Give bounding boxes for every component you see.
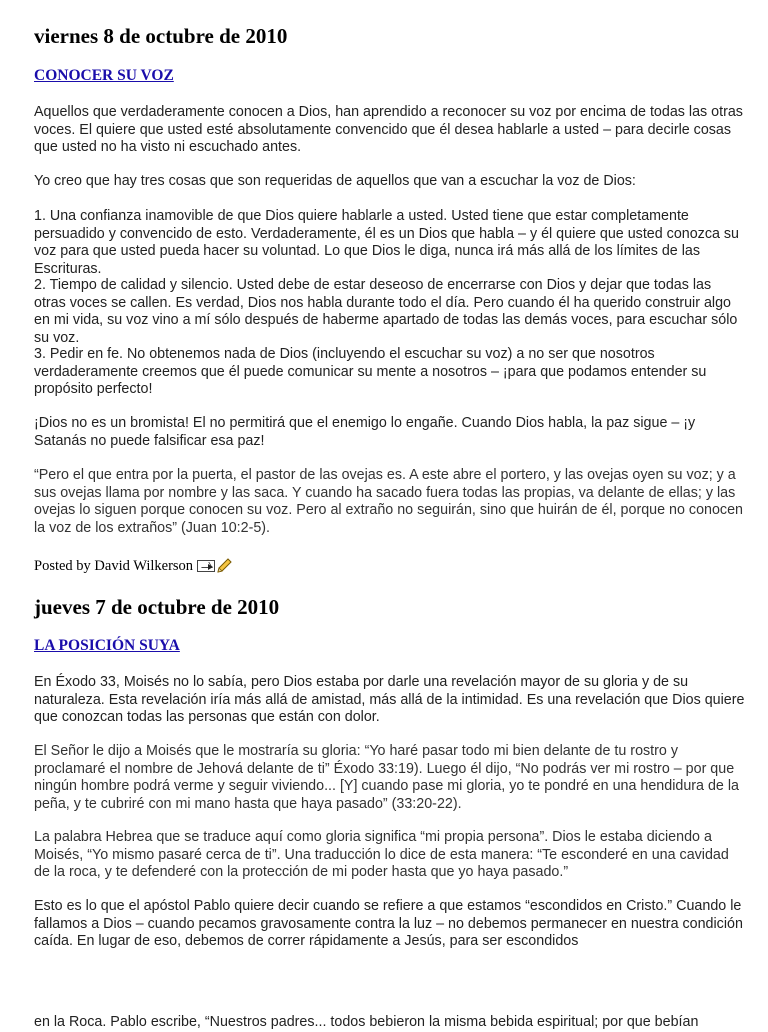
posted-by-text: Posted by David Wilkerson: [34, 558, 194, 574]
post-date: jueves 7 de octubre de 2010: [34, 595, 280, 619]
post-date: viernes 8 de octubre de 2010: [34, 24, 288, 48]
list-item: 1. Una confianza inamovible de que Dios quiere hablarle a usted. Usted tiene que estar completamente persuadido y convencido de esto. Verdaderamente, él es un Dios que habla – y él quiere que usted conozca su voz para que usted pueda hacer su voluntad. Lo que Dios le diga, nunca irá más allá de los límites de las Escrituras.: [34, 208, 739, 277]
post-title-link[interactable]: LA POSICIÓN SUYA: [34, 637, 180, 654]
post-paragraph: ¡Dios no es un bromista! El no permitirá que el enemigo lo engañe. Cuando Dios habla, la paz sigue – ¡y Satanás no puede falsificar esa paz!: [34, 415, 696, 449]
post-paragraph: El Señor le dijo a Moisés que le mostraría su gloria: “Yo haré pasar todo mi bien delante de tu rostro y proclamaré el nombre de Jehová delante de ti” Éxodo 33:19). Luego él dijo, “No podrás ver mi rostro – por que ningún hombre podrá verme y seguir viviendo... [Y] cuando pase mi gloria, yo te pondré en una hendidura de la peña, y te cubriré con mi mano hasta que haya pasado” (33:20-22).: [34, 743, 739, 812]
pencil-edit-icon[interactable]: [216, 558, 232, 574]
post-footer: [34, 557, 746, 575]
post-paragraph: Esto es lo que el apóstol Pablo quiere decir cuando se refiere a que estamos “escondidos en Cristo.” Cuando le fallamos a Dios – cuando pecamos gravosamente contra la luz – no debemos permanecer en nuestra condición caída. En lugar de eso, debemos de correr rápidamente a Jesús, para ser escondidos: [34, 898, 743, 950]
post-paragraph: La palabra Hebrea que se traduce aquí como gloria significa “mi propia persona”. Dios le estaba diciendo a Moisés, “Yo mismo pasaré cerca de ti”. Una traducción lo dice de esta manera: “Te esconderé en una cavidad de la roca, y te defenderé con la protección de mi poder hasta que yo haya pasado.”: [34, 829, 729, 881]
post-title-link[interactable]: CONOCER SU VOZ: [34, 67, 174, 84]
scripture-quote: “Pero el que entra por la puerta, el pastor de las ovejas es. A este abre el portero, y las ovejas oyen su voz; y a sus ovejas llama por nombre y las saca. Y cuando ha sacado fuera todas las propias, va delante de ellas; y las ovejas lo siguen porque conocen su voz. Pero al extraño no seguirán, sino que huirán de él, porque no conocen la voz de los extraños” (Juan 10:2-5).: [34, 467, 743, 536]
post-paragraph-partial: en la Roca. Pablo escribe, “Nuestros padres... todos bebieron la misma bebida espiritual; por que bebían: [34, 1014, 699, 1030]
list-item: 3. Pedir en fe. No obtenemos nada de Dios (incluyendo el escuchar su voz) a no ser que nosotros verdaderamente creemos que él puede comunicar su mente a nosotros – ¡para que podamos entender su propósito perfecto!: [34, 346, 707, 398]
list-item: 2. Tiempo de calidad y silencio. Usted debe de estar deseoso de encerrarse con Dios y dejar que todas las otras voces se callen. Es verdad, Dios nos habla durante todo el día. Pero cuando él ha querido construir algo en mi vida, su voz vino a mí sólo después de haberme apartado de todas las demás voces, para escuchar sólo su voz.: [34, 277, 738, 346]
post-paragraph: Yo creo que hay tres cosas que son requeridas de aquellos que van a escuchar la voz de Dios:: [34, 173, 636, 189]
post-paragraph: En Éxodo 33, Moisés no lo sabía, pero Dios estaba por darle una revelación mayor de su gloria y de su naturaleza. Esta revelación iría más allá de amistad, más allá de la intimidad. Es una revelación que Dios quiere que conozcan todas las personas que están con dolor.: [34, 674, 745, 726]
post-paragraph: Aquellos que verdaderamente conocen a Dios, han aprendido a reconocer su voz por encima de todas las otras voces. El quiere que usted esté absolutamente convencido que él desea hablarle a usted – para decirle cosas que usted no ha visto ni escuchado antes.: [34, 104, 743, 156]
email-post-icon[interactable]: [197, 560, 215, 572]
